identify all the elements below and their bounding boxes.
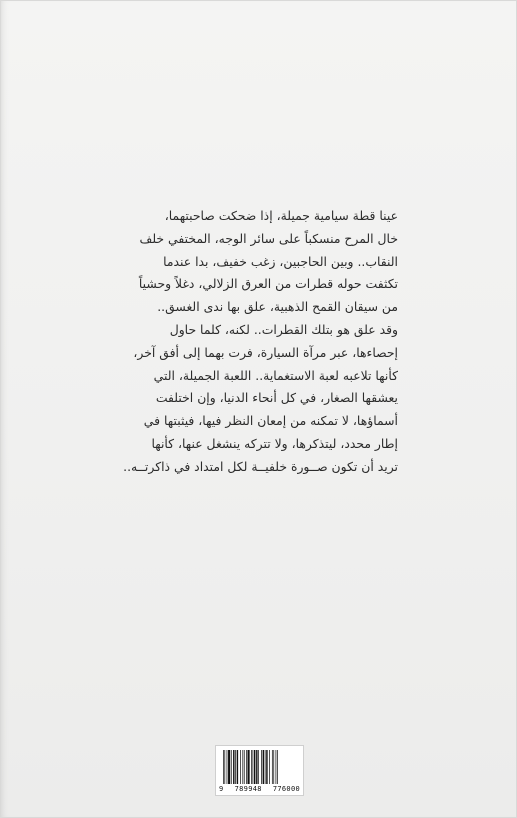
back-cover-blurb [120,205,398,479]
barcode-digits-right-group: 776000 [272,785,300,793]
blurb-line: النقاب.. وبين الحاجبين، زغب خفيف، بدا عندما [163,253,398,269]
blurb-line: كأنها تلاعبه لعبة الاستغماية.. اللعبة الجميلة، التي [153,367,398,383]
blurb-line: تريد أن تكون صــورة خلفيــة لكل امتداد في ذاكرتــه.. [123,458,398,474]
barcode-bars [223,750,297,784]
blurb-line: تكثفت حوله قطرات من العرق الزلالي، دغلاً وحشياً [138,276,398,292]
blurb-line: يعشقها الصغار، في كل أنحاء الدنيا، وإن اختلفت [155,390,398,406]
blurb-line: إحصاءها، عبر مرآة السيارة، فرت بهما إلى أفق آخر، [133,344,398,360]
barcode-digits [219,785,300,793]
blurb-line: خال المرح منسكباً على سائر الوجه، المختفي خلف [139,230,398,246]
barcode-digit-prefix: 9 [219,785,224,793]
blurb-line: إطار محدد، ليتذكرها، ولا تتركه ينشغل عنها، كأنها [151,435,398,451]
blurb-line: أسماؤها، لا تمكنه من إمعان النظر فيها، فيثبتها في [143,413,398,429]
isbn-barcode [215,745,304,796]
blurb-line: وقد علق هو بتلك القطرات.. لكنه، كلما حاول [169,321,398,337]
blurb-line: من سيقان القمح الذهبية، علق بها ندى الغسق.. [157,299,398,315]
barcode-digits-left-group: 789948 [234,785,262,793]
blurb-line: عينا قطة سيامية جميلة، إذا ضحكت صاحبتهما، [164,208,398,223]
